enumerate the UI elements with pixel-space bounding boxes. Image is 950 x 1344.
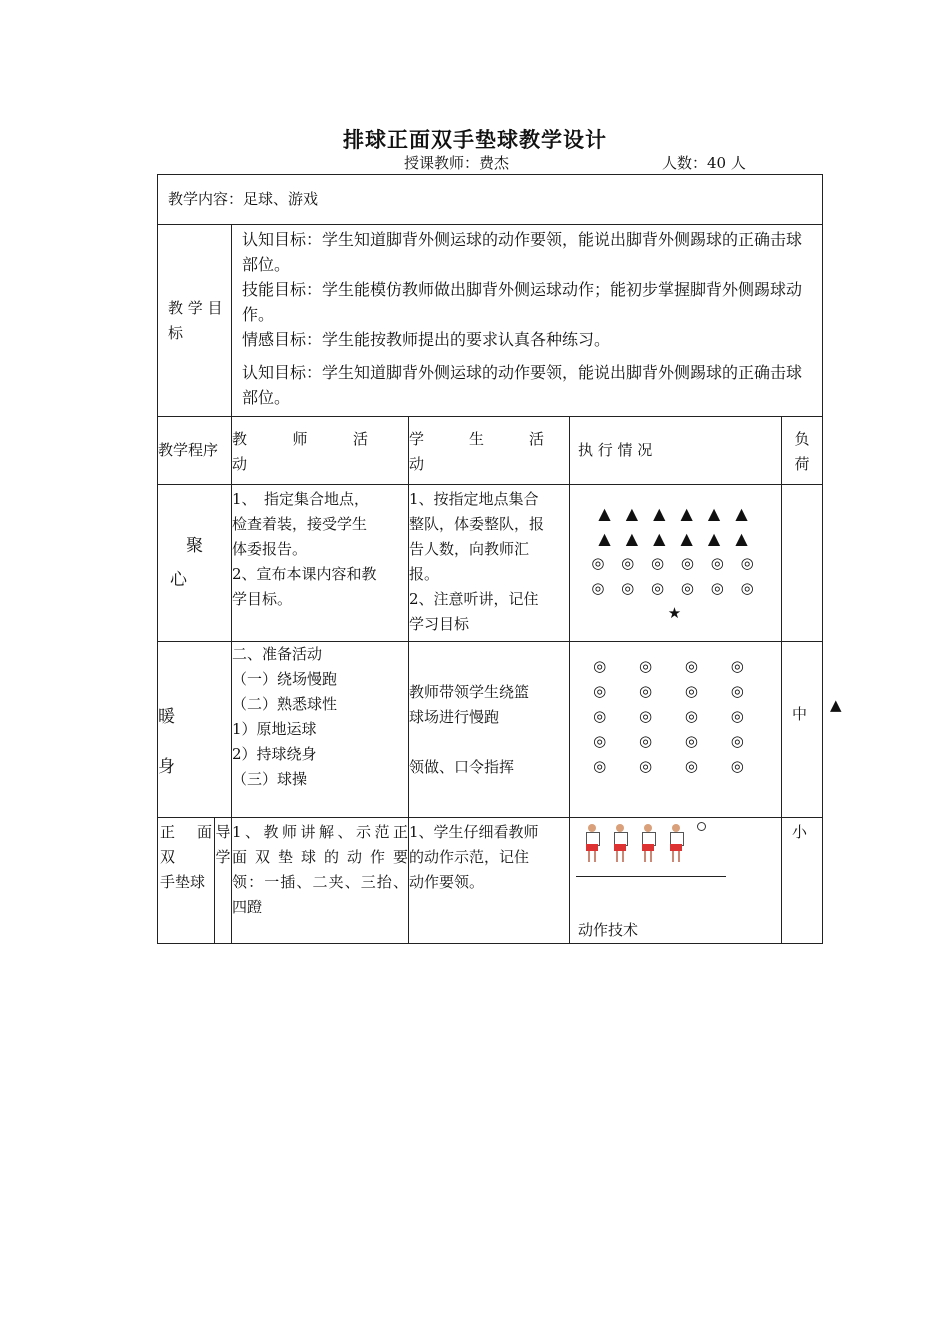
practice-sublabel: 学 — [215, 848, 231, 866]
player-figure — [640, 824, 656, 862]
practice-student-line: 1、学生仔细看教师 — [409, 823, 539, 841]
goals-row — [158, 225, 823, 417]
practice-sublabel: 导 — [215, 823, 231, 841]
gather-student-line: 报。 — [409, 565, 440, 583]
volleyball-icon — [697, 822, 706, 831]
formation-circles: ◎ ◎ ◎ ◎ ◎ ◎ — [591, 579, 760, 597]
goal-item: 技能目标：学生能模仿教师做出脚背外侧运球动作；能初步掌握脚背外侧踢球动作。 — [242, 280, 803, 324]
divider — [576, 876, 726, 877]
gather-student-line: 学习目标 — [409, 615, 470, 633]
warmup-teacher-line: （一）绕场慢跑 — [232, 670, 338, 688]
content-text: 教学内容：足球、游戏 — [168, 190, 319, 208]
gather-teacher-line: 学目标。 — [232, 590, 293, 608]
player-figure — [612, 824, 628, 862]
col-student-char: 生 — [468, 430, 484, 448]
warmup-formation: ◎ ◎ ◎ ◎ — [593, 682, 758, 700]
col-student-char: 学 — [409, 430, 425, 448]
gather-student-line: 告人数，向教师汇 — [409, 540, 530, 558]
goal-item: 情感目标：学生能按教师提出的要求认真各种练习。 — [242, 330, 611, 349]
col-load: 负 — [794, 430, 810, 448]
warmup-teacher-line: （二）熟悉球性 — [232, 695, 338, 713]
volleyball-pass-illustration — [576, 820, 706, 866]
col-teacher-char: 教 — [232, 430, 248, 448]
col-teacher-char: 活 — [352, 430, 368, 448]
col-student-char: 活 — [528, 430, 544, 448]
practice-label: 手垫球 — [160, 873, 206, 891]
practice-teacher-line: 1、教师讲解、示范正 — [232, 823, 408, 841]
practice-label: 正 面 双 — [160, 823, 212, 866]
warmup-student-line: 领做、口令指挥 — [409, 758, 515, 776]
col-teacher-char: 师 — [292, 430, 308, 448]
warmup-teacher-line: 二、准备活动 — [232, 645, 323, 663]
warmup-label: 身 — [158, 757, 175, 777]
content-row — [158, 175, 823, 225]
warmup-teacher-line: （三）球操 — [232, 770, 308, 788]
player-figure — [668, 824, 684, 862]
formation-circles: ◎ ◎ ◎ ◎ ◎ ◎ — [591, 554, 760, 572]
warmup-load: 中 — [792, 705, 808, 723]
practice-student-line: 动作要领。 — [409, 873, 485, 891]
warmup-student-line — [409, 730, 569, 755]
teacher-name: 授课教师：费杰 — [404, 154, 510, 172]
col-teacher-char: 动 — [232, 455, 248, 473]
practice-teacher-line: 面 双 垫 球 的 动 作 要 — [232, 848, 408, 866]
gather-row — [158, 485, 823, 642]
gather-student-line: 2、注意听讲，记住 — [409, 590, 539, 608]
triangle-marker-icon: ▲ — [830, 696, 842, 714]
page-title: 排球正面双手垫球教学设计 — [343, 127, 607, 152]
student-count: 人数：40 人 — [662, 154, 746, 172]
warmup-teacher-line: 1）原地运球 — [232, 720, 317, 738]
gather-label: 心 — [170, 570, 187, 590]
gather-student-line: 整队，体委整队，报 — [409, 515, 545, 533]
gather-teacher-line: 体委报告。 — [232, 540, 308, 558]
warmup-teacher-line: 2）持球绕身 — [232, 745, 317, 763]
gather-label: 聚 — [186, 536, 203, 556]
player-figure — [584, 824, 600, 862]
warmup-formation: ◎ ◎ ◎ ◎ — [593, 707, 758, 725]
warmup-label: 暖 — [158, 707, 175, 727]
lesson-plan-table — [157, 174, 823, 944]
teacher-star-icon: ★ — [667, 604, 684, 622]
practice-row — [158, 818, 823, 944]
illustration-caption: 动作技术 — [578, 921, 639, 939]
column-header-row — [158, 417, 823, 485]
warmup-formation: ◎ ◎ ◎ ◎ — [593, 757, 758, 775]
goals-label: 教 学 目 — [168, 298, 223, 317]
goal-item: 认知目标：学生知道脚背外侧运球的动作要领，能说出脚背外侧踢球的正确击球部位。 — [242, 363, 803, 407]
gather-load — [782, 485, 823, 642]
gather-teacher-line: 检查着装，接受学生 — [232, 515, 368, 533]
warmup-student-line: 教师带领学生绕篮 — [409, 683, 530, 701]
goal-item: 认知目标：学生知道脚背外侧运球的动作要领，能说出脚背外侧踢球的正确击球部位。 — [242, 230, 803, 274]
gather-student-line: 1、按指定地点集合 — [409, 490, 539, 508]
goals-label-2: 标 — [168, 323, 184, 342]
practice-teacher-line: 领：一插、二夹、三抬、 — [232, 873, 408, 891]
practice-teacher-line: 四蹬 — [232, 898, 263, 916]
practice-load: 小 — [792, 823, 808, 841]
formation-triangles: ▲ ▲ ▲ ▲ ▲ ▲ — [598, 529, 753, 548]
col-execution: 执 行 情 况 — [578, 441, 653, 459]
warmup-row — [158, 642, 823, 818]
col-procedure: 教学程序 — [158, 441, 219, 459]
formation-triangles: ▲ ▲ ▲ ▲ ▲ ▲ — [598, 504, 753, 523]
practice-student-line: 的动作示范，记住 — [409, 848, 530, 866]
col-student-char: 动 — [409, 455, 425, 473]
gather-teacher-line: 2、宣布本课内容和教 — [232, 565, 377, 583]
warmup-formation: ◎ ◎ ◎ ◎ — [593, 657, 758, 675]
warmup-formation: ◎ ◎ ◎ ◎ — [593, 732, 758, 750]
warmup-student-line: 球场进行慢跑 — [409, 708, 500, 726]
col-load: 荷 — [794, 455, 810, 473]
gather-teacher-line: 1、 指定集合地点， — [232, 490, 370, 508]
